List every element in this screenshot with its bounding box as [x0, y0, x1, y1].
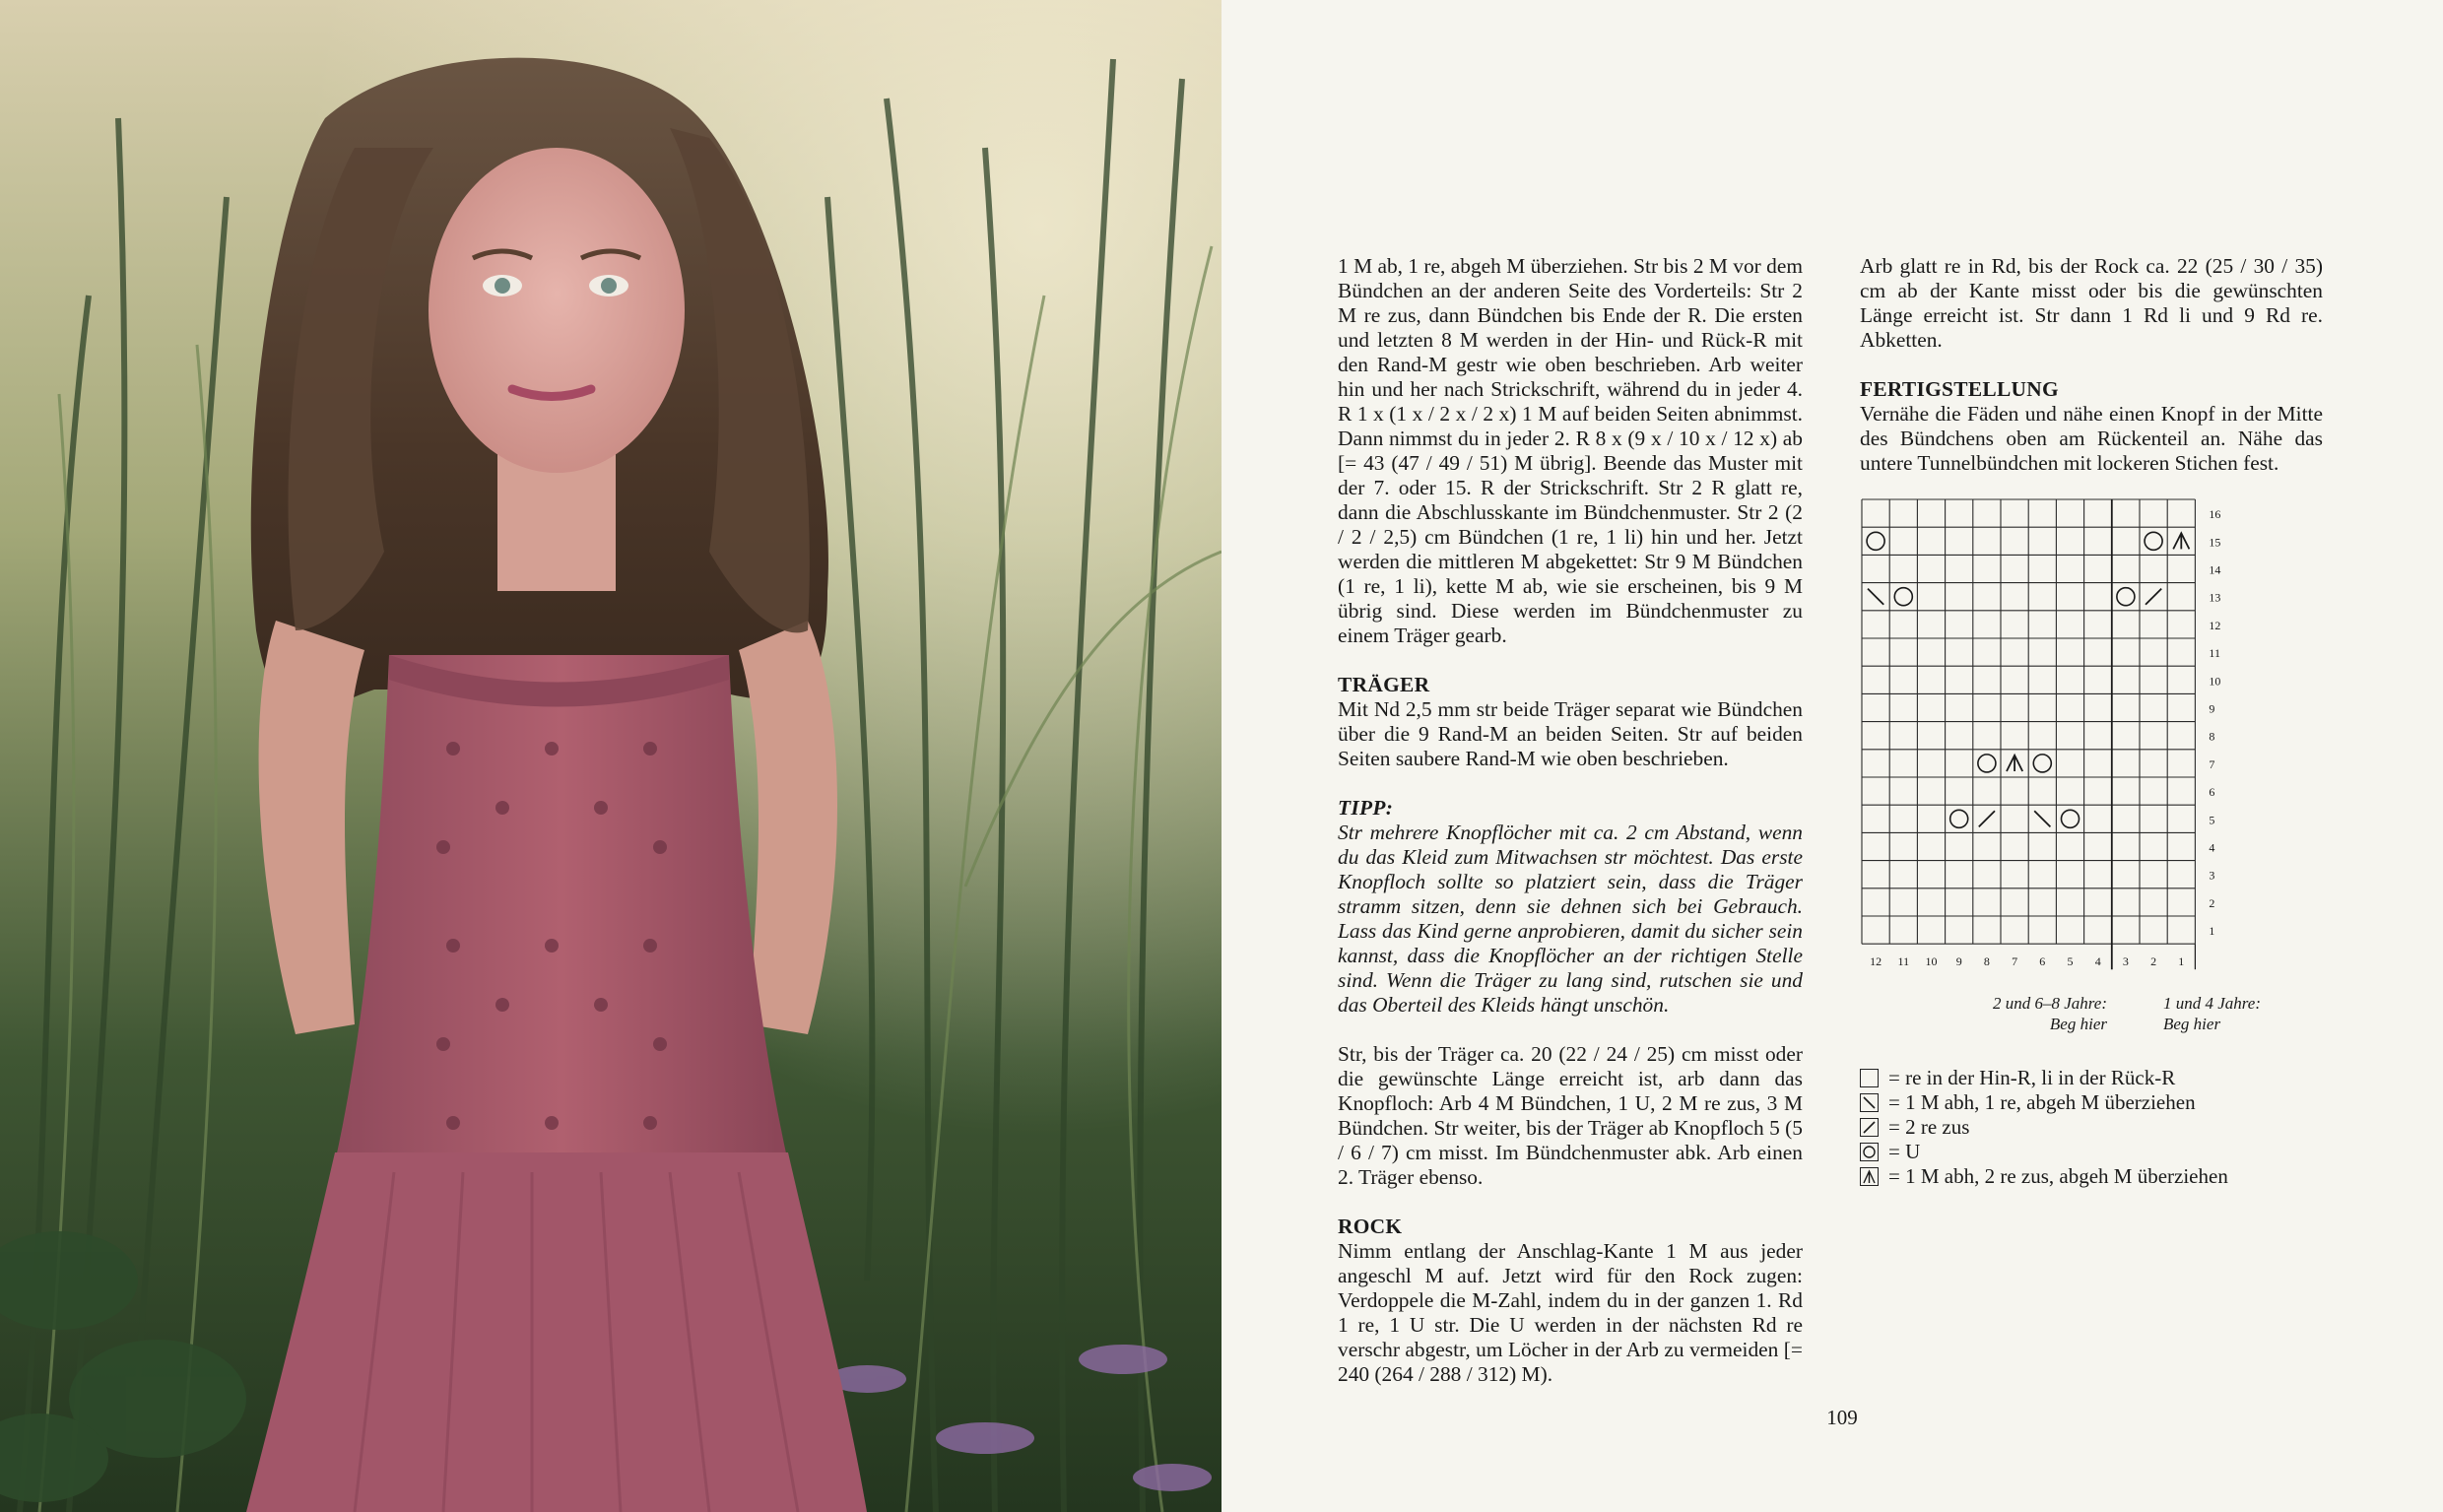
- column-number: 12: [1870, 954, 1882, 969]
- right-slant-icon: [2146, 589, 2161, 605]
- row-number: 8: [2209, 729, 2215, 744]
- left-slant-icon: [1868, 589, 1883, 605]
- row-number: 16: [2209, 507, 2221, 522]
- row-number: 11: [2209, 646, 2220, 661]
- row-number: 15: [2209, 535, 2221, 550]
- column-number: 2: [2150, 954, 2157, 969]
- row-number: 9: [2209, 701, 2215, 716]
- yarn-over-icon: [2145, 532, 2162, 550]
- empty-square-icon: [1860, 1069, 1879, 1087]
- column-number: 8: [1983, 954, 1990, 969]
- legend-text-yo: = U: [1888, 1140, 1921, 1163]
- legend-row-ssk: [1860, 1090, 2228, 1115]
- note-left-line2: Beg hier: [2049, 1015, 2107, 1033]
- row-number: 3: [2209, 868, 2215, 883]
- yarn-over-icon: [1894, 588, 1912, 606]
- row-number: 7: [2209, 756, 2215, 771]
- heading-rock: ROCK: [1338, 1215, 1403, 1238]
- chart-legend: [1860, 1066, 2228, 1189]
- column-number: 9: [1955, 954, 1962, 969]
- note-right-line1: 1 und 4 Jahre:: [2163, 994, 2261, 1013]
- row-number: 5: [2209, 813, 2215, 827]
- yarn-over-icon: [2033, 755, 2051, 772]
- yarn-over-icon: [2117, 588, 2135, 606]
- column-number: 1: [2178, 954, 2185, 969]
- page-number: 109: [1826, 1406, 1858, 1429]
- column-number: 11: [1897, 954, 1910, 969]
- right-slant-icon: [1979, 811, 1995, 826]
- column-number: 5: [2067, 954, 2074, 969]
- circle-icon: [1860, 1143, 1879, 1161]
- para-knopfloch: Str, bis der Träger ca. 20 (22 / 24 / 25) cm misst oder die gewünschte Länge erreicht ist, arb dann das Knopfloch: Arb 4 M Bündchen, 1 U, 2 M re zus, 3 M Bündchen. Str weiter, bis der Träger ab Knopfloch 5 (5 / 6 / 7) cm misst. Im Bündchenmuster abk. Arb einen 2. Träger ebenso.: [1338, 1042, 1803, 1189]
- double-decrease-icon: [1860, 1167, 1879, 1186]
- legend-row-yo: [1860, 1140, 2228, 1164]
- row-number: 10: [2209, 674, 2221, 689]
- column-number: 10: [1925, 954, 1938, 969]
- legend-text-double-dec: = 1 M abh, 2 re zus, abgeh M überziehen: [1888, 1164, 2228, 1188]
- column-number: 3: [2122, 954, 2129, 969]
- row-number: 14: [2209, 562, 2221, 577]
- row-number: 2: [2209, 895, 2215, 910]
- legend-text-knit: = re in der Hin-R, li in der Rück-R: [1888, 1066, 2176, 1089]
- knitting-chart: [1860, 497, 2293, 1054]
- para-rock-continued: Arb glatt re in Rd, bis der Rock ca. 22 (25 / 30 / 35) cm ab der Kante misst oder bis die gewünschten Länge erreicht ist. Str dann 1 Rd li und 9 Rd re. Abketten.: [1860, 254, 2323, 352]
- para-fertigstellung: Vernähe die Fäden und nähe einen Knopf in der Mitte des Bündchens oben am Rückenteil an. Nähe das untere Tunnelbündchen mit lockeren Stichen fest.: [1860, 402, 2323, 475]
- row-number: 13: [2209, 590, 2221, 605]
- para-back-decrease: 1 M ab, 1 re, abgeh M überziehen. Str bis 2 M vor dem Bündchen an der anderen Seite des Vorderteils: Str 2 M re zus, dann Bündchen bis Ende der R. Die ersten und letzten 8 M werden in der Hin- und Rück-R mit den Rand-M gestr wie oben beschrieben. Arb weiter hin und her nach Strickschrift, während du in jeder 4. R 1 x (1 x / 2 x / 2 x) 1 M auf beiden Seiten abnimmst. Dann nimmst du in jeder 2. R 8 x (9 x / 10 x / 12 x) ab [= 43 (47 / 49 / 51) M übrig]. Beende das Muster mit der 7. oder 15. R der Strickschrift. Str 2 R glatt re, dann die Abschlusskante im Bündchenmuster. Str 2 (2 / 2 / 2,5) cm Bündchen (1 re, 1 li) hin und her. Jetzt werden die mittleren M abgekettet: Str 9 M Bündchen (1 re, 1 li), kette M ab, wie sie erscheinen, bis 9 M übrig sind. Diese werden im Bündchenmuster zu einem Träger gearb.: [1338, 254, 1803, 647]
- legend-text-k2tog: = 2 re zus: [1888, 1115, 1970, 1139]
- legend-text-ssk: = 1 M abh, 1 re, abgeh M überziehen: [1888, 1090, 2196, 1114]
- left-text-column: [1338, 254, 1803, 1387]
- right-slant-icon: [1860, 1118, 1879, 1137]
- column-number: 4: [2094, 954, 2101, 969]
- legend-row-knit: [1860, 1066, 2228, 1090]
- para-traeger: Mit Nd 2,5 mm str beide Träger separat wie Bündchen über die 9 Rand-M an beiden Seiten. Str auf beiden Seiten saubere Rand-M wie oben beschrieben.: [1338, 697, 1803, 770]
- chart-grid: [1860, 497, 2293, 1049]
- pattern-page: [1222, 0, 2443, 1512]
- yarn-over-icon: [1978, 755, 1996, 772]
- row-number: 6: [2209, 785, 2215, 800]
- heading-fertigstellung: FERTIGSTELLUNG: [1860, 377, 2059, 401]
- note-right-line2: Beg hier: [2163, 1015, 2221, 1033]
- row-number: 4: [2209, 840, 2215, 855]
- legend-row-double-dec: [1860, 1164, 2228, 1189]
- row-number: 1: [2209, 924, 2215, 939]
- right-text-column: [1860, 254, 2323, 476]
- left-slant-icon: [1860, 1093, 1879, 1112]
- heading-traeger: TRÄGER: [1338, 673, 1430, 696]
- note-left-line1: 2 und 6–8 Jahre:: [1993, 994, 2107, 1013]
- heading-tipp: TIPP:: [1338, 796, 1394, 820]
- yarn-over-icon: [1950, 810, 1968, 827]
- chart-note-right: [2163, 993, 2261, 1034]
- para-rock: Nimm entlang der Anschlag-Kante 1 M aus jeder angeschl M auf. Jetzt wird für den Rock zugen: Verdoppele die M-Zahl, indem du in der ganzen 1. Rd 1 re, 1 U str. Die U werden in der nächsten Rd re verschr abgestr, um Löcher in der Arb zu vermeiden [= 240 (264 / 288 / 312) M).: [1338, 1239, 1803, 1386]
- para-tipp: Str mehrere Knopflöcher mit ca. 2 cm Abstand, wenn du das Kleid zum Mitwachsen str möchtest. Das erste Knopfloch sollte so platziert sein, dass die Träger stramm sitzen, denn sie dehnen sich bei Gebrauch. Lass das Kind gerne anprobieren, damit du sicher sein kannst, dass die Knopflöcher an der richtigen Stelle sind. Wenn die Träger zu lang sind, rutschen sie und das Oberteil des Kleids hängt unschön.: [1338, 821, 1803, 1017]
- column-number: 7: [2012, 954, 2018, 969]
- double-decrease-icon: [2173, 533, 2189, 549]
- yarn-over-icon: [1867, 532, 1884, 550]
- left-slant-icon: [2034, 811, 2050, 826]
- row-number: 12: [2209, 618, 2221, 632]
- chart-note-left: [1993, 993, 2107, 1034]
- column-number: 6: [2039, 954, 2046, 969]
- yarn-over-icon: [2061, 810, 2079, 827]
- double-decrease-icon: [2007, 756, 2022, 771]
- legend-row-k2tog: [1860, 1115, 2228, 1140]
